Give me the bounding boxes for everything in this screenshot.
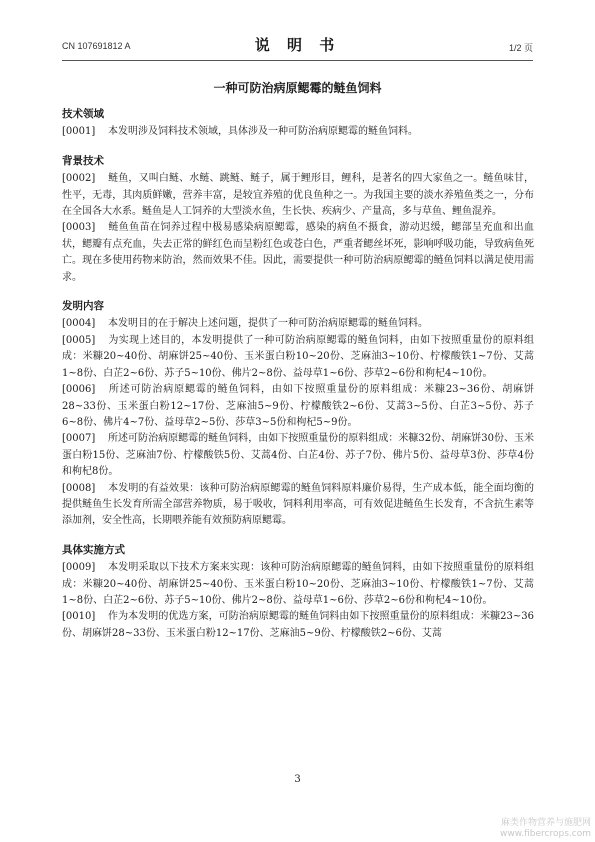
paragraph-text: 鲢鱼，又叫白鲢、水鲢、跳鲢、鲢子，属于鲤形目，鲤科，是著名的四大家鱼之一。鲢鱼味甘，性平，无毒，其肉质鲜嫩，营养丰富，是较宜养殖的优良鱼种之一。为我国主要的淡水养殖鱼类之一，分布在全国各大水系。鲢鱼是人工饲养的大型淡水鱼，生长快、疾病少、产量高，多与草鱼、鲤鱼混养。 bbox=[62, 173, 534, 218]
paragraph bbox=[62, 609, 534, 642]
watermark-url: www.fibercrops.com bbox=[500, 829, 591, 839]
paragraph-number: [0004] bbox=[62, 318, 96, 330]
paragraph-text: 所述可防治病原鳃霉的鲢鱼饲料，由如下按照重量份的原料组成：米糠32份、胡麻饼30份、玉米蛋白粉15份、芝麻油7份、柠檬酸铁5份、艾蒿4份、白芷4份、苏子7份、佛片5份、益母草3份、莎草4份和枸杞8份。 bbox=[62, 433, 534, 478]
paragraph-number: [0003] bbox=[62, 222, 96, 234]
paragraph-text: 为实现上述目的，本发明提供了一种可防治病原鳃霉的鲢鱼饲料，由如下按照重量份的原料组成：米糠20~40份、胡麻饼25~40份、玉米蛋白粉10~20份、芝麻油3~10份、柠檬酸铁1~7份、艾蒿1~8份、白芷2~6份、苏子5~10份、佛片2~8份、益母草1~6份、莎草2~6份和枸杞4~10份。 bbox=[62, 334, 534, 379]
page-number: 3 bbox=[294, 774, 301, 785]
paragraph-text: 本发明涉及饲料技术领域，具体涉及一种可防治病原鳃霉的鲢鱼饲料。 bbox=[108, 126, 418, 138]
paragraph bbox=[62, 171, 534, 220]
header-divider bbox=[62, 60, 533, 61]
paragraph-text: 本发明采取以下技术方案来实现：该种可防治病原鳃霉的鲢鱼饲料，由如下按照重量份的原料组成：米糠20~40份、胡麻饼25~40份、玉米蛋白粉10~20份、芝麻油3~10份、柠檬酸铁1~7份、艾蒿1~8份、白芷2~6份、苏子5~10份、佛片2~8份、益母草1~6份、莎草2~6份和枸杞4~10份。 bbox=[62, 562, 534, 606]
paragraph-number: [0009] bbox=[62, 562, 96, 574]
section-heading: 技术领域 bbox=[62, 108, 104, 120]
paragraph-number: [0010] bbox=[62, 611, 96, 623]
paragraph-text: 本发明的有益效果：该种可防治病原鳃霉的鲢鱼饲料原料廉价易得，生产成本低，能全面均衡的提供鲢鱼生长发育所需全部营养物质，易于吸收，饲料利用率高，可有效促进鲢鱼生长发育，不含抗生素等添加剂，安全性高，长期喂养能有效预防病原鳃霉。 bbox=[62, 482, 534, 527]
page-reference: 1/2 页 bbox=[508, 43, 533, 53]
paragraph-number: [0008] bbox=[62, 482, 96, 494]
paragraph-number: [0002] bbox=[62, 173, 96, 185]
paragraph bbox=[62, 431, 534, 480]
publication-number: CN 107691812 A bbox=[62, 41, 131, 51]
paragraph-number: [0001] bbox=[62, 126, 96, 138]
paragraph-text: 本发明目的在于解决上述问题，提供了一种可防治病原鳃霉的鲢鱼饲料。 bbox=[108, 318, 428, 330]
paragraph-number: [0006] bbox=[62, 384, 96, 396]
paragraph bbox=[62, 316, 534, 332]
paragraph bbox=[62, 333, 534, 382]
paragraph bbox=[62, 382, 534, 431]
paragraph-number: [0005] bbox=[62, 334, 96, 346]
paragraph-text: 作为本发明的优选方案，可防治病原鳃霉的鲢鱼饲料由如下按照重量份的原料组成：米糠23~36份、胡麻饼28~33份、玉米蛋白粉12~17份、芝麻油5~9份、柠檬酸铁2~6份、艾蒿 bbox=[62, 611, 534, 639]
paragraph-text: 鲢鱼鱼苗在饲养过程中极易感染病原鳃霉，感染的病鱼不摄食，游动迟缓，鳃部呈充血和出血状，鳃瓣有点充血，失去正常的鲜红色而呈粉红色或苍白色，严重者鳃丝坏死，影响呼吸功能，导致病鱼死亡。现在多使用药物来防治，然而效果不佳。因此，需要提供一种可防治病原鳃霉的鲢鱼饲料以满足使用需求。 bbox=[62, 222, 534, 283]
section-heading: 发明内容 bbox=[62, 300, 104, 313]
paragraph bbox=[62, 481, 534, 530]
paragraph bbox=[62, 220, 534, 286]
watermark-site-name: 麻类作物营养与施肥网 bbox=[500, 818, 591, 828]
paragraph-text: 所述可防治病原鳃霉的鲢鱼饲料，由如下按照重量份的原料组成：米糠23~36份、胡麻饼28~33份、玉米蛋白粉12~17份、芝麻油5~9份、柠檬酸铁2~6份、艾蒿3~5份、白芷3~5份、苏子6~8份、佛片4~7份、益母草2~5份、莎草3~5份和枸杞5~9份。 bbox=[62, 384, 534, 428]
paragraph bbox=[62, 560, 534, 609]
document-title: 一种可防治病原鳃霉的鲢鱼饲料 bbox=[213, 81, 382, 95]
section-heading: 背景技术 bbox=[62, 154, 104, 167]
paragraph bbox=[62, 124, 534, 140]
section-heading: 具体实施方式 bbox=[62, 543, 125, 556]
document-type: 说 明 书 bbox=[254, 36, 341, 54]
paragraph-number: [0007] bbox=[62, 433, 96, 445]
watermark bbox=[500, 818, 591, 840]
document-body bbox=[62, 106, 534, 642]
